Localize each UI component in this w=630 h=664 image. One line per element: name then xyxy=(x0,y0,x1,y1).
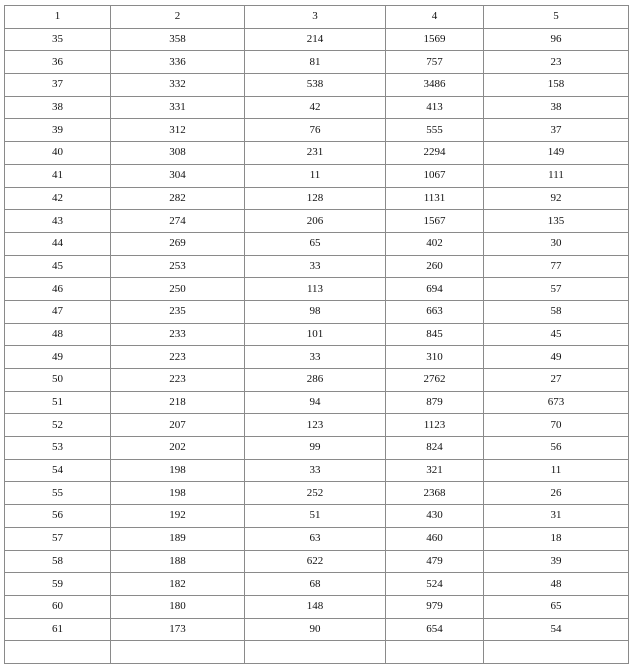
table-cell: 36 xyxy=(5,51,111,74)
table-row xyxy=(5,255,629,278)
table-row xyxy=(5,618,629,641)
table-row xyxy=(5,323,629,346)
table-row xyxy=(5,482,629,505)
table-cell: 1569 xyxy=(386,28,484,51)
table-cell: 55 xyxy=(5,482,111,505)
table-cell: 673 xyxy=(484,391,629,414)
table-body xyxy=(5,28,629,663)
table-cell: 50 xyxy=(5,369,111,392)
table-cell: 331 xyxy=(111,96,245,119)
table-cell: 336 xyxy=(111,51,245,74)
table-row xyxy=(5,595,629,618)
table-cell: 42 xyxy=(5,187,111,210)
table-cell: 18 xyxy=(484,527,629,550)
table-cell: 54 xyxy=(484,618,629,641)
table-cell: 202 xyxy=(111,437,245,460)
table-row xyxy=(5,210,629,233)
table-cell: 253 xyxy=(111,255,245,278)
table-cell: 218 xyxy=(111,391,245,414)
table-row xyxy=(5,187,629,210)
table-cell: 99 xyxy=(245,437,386,460)
table-cell: 282 xyxy=(111,187,245,210)
table-row xyxy=(5,369,629,392)
table-cell: 149 xyxy=(484,142,629,165)
table-cell: 252 xyxy=(245,482,386,505)
table-cell: 33 xyxy=(245,255,386,278)
table-cell: 61 xyxy=(5,618,111,641)
table-cell: 207 xyxy=(111,414,245,437)
table-cell: 223 xyxy=(111,346,245,369)
table-cell: 65 xyxy=(245,232,386,255)
column-header-5: 5 xyxy=(484,6,629,29)
table-cell: 37 xyxy=(5,74,111,97)
table-cell: 30 xyxy=(484,232,629,255)
table-cell xyxy=(111,641,245,664)
table-cell: 113 xyxy=(245,278,386,301)
table-cell: 524 xyxy=(386,573,484,596)
table-cell: 33 xyxy=(245,346,386,369)
table-cell: 90 xyxy=(245,618,386,641)
table-cell: 189 xyxy=(111,527,245,550)
table-row xyxy=(5,573,629,596)
table-row xyxy=(5,414,629,437)
table-cell: 94 xyxy=(245,391,386,414)
table-row xyxy=(5,527,629,550)
table-cell: 538 xyxy=(245,74,386,97)
table-cell: 48 xyxy=(5,323,111,346)
table-cell: 214 xyxy=(245,28,386,51)
table-row xyxy=(5,142,629,165)
table-cell: 128 xyxy=(245,187,386,210)
table-cell: 269 xyxy=(111,232,245,255)
table-cell: 310 xyxy=(386,346,484,369)
table-cell: 1131 xyxy=(386,187,484,210)
table-row xyxy=(5,437,629,460)
table-cell: 274 xyxy=(111,210,245,233)
table-cell: 135 xyxy=(484,210,629,233)
table-cell: 479 xyxy=(386,550,484,573)
table-row xyxy=(5,28,629,51)
table-cell: 231 xyxy=(245,142,386,165)
table-cell: 332 xyxy=(111,74,245,97)
table-cell: 233 xyxy=(111,323,245,346)
table-cell: 192 xyxy=(111,505,245,528)
table-cell: 58 xyxy=(484,300,629,323)
table-cell: 694 xyxy=(386,278,484,301)
table-cell: 51 xyxy=(245,505,386,528)
table-cell: 312 xyxy=(111,119,245,142)
table-cell: 198 xyxy=(111,459,245,482)
table-cell: 402 xyxy=(386,232,484,255)
table-cell: 45 xyxy=(5,255,111,278)
table-cell: 26 xyxy=(484,482,629,505)
table-cell: 123 xyxy=(245,414,386,437)
table-row xyxy=(5,232,629,255)
table-cell: 63 xyxy=(245,527,386,550)
table-cell: 54 xyxy=(5,459,111,482)
table-cell: 46 xyxy=(5,278,111,301)
table-cell: 1567 xyxy=(386,210,484,233)
table-cell: 979 xyxy=(386,595,484,618)
table-cell: 260 xyxy=(386,255,484,278)
table-cell: 56 xyxy=(484,437,629,460)
table-cell: 40 xyxy=(5,142,111,165)
table-cell: 31 xyxy=(484,505,629,528)
table-cell: 430 xyxy=(386,505,484,528)
table-cell: 173 xyxy=(111,618,245,641)
header-row xyxy=(5,6,629,29)
column-header-3: 3 xyxy=(245,6,386,29)
table-cell: 180 xyxy=(111,595,245,618)
table-cell: 460 xyxy=(386,527,484,550)
table-cell: 321 xyxy=(386,459,484,482)
table-cell: 2368 xyxy=(386,482,484,505)
table-cell: 60 xyxy=(5,595,111,618)
table-row xyxy=(5,346,629,369)
table-cell: 81 xyxy=(245,51,386,74)
table-cell: 38 xyxy=(5,96,111,119)
table-cell: 101 xyxy=(245,323,386,346)
table-cell: 235 xyxy=(111,300,245,323)
table-cell: 2294 xyxy=(386,142,484,165)
table-cell: 1067 xyxy=(386,164,484,187)
table-row xyxy=(5,391,629,414)
table-cell: 42 xyxy=(245,96,386,119)
table-cell: 76 xyxy=(245,119,386,142)
table-cell: 39 xyxy=(5,119,111,142)
table-cell: 11 xyxy=(245,164,386,187)
table-cell: 96 xyxy=(484,28,629,51)
table-cell: 47 xyxy=(5,300,111,323)
table-row xyxy=(5,459,629,482)
table-cell: 158 xyxy=(484,74,629,97)
table-header xyxy=(5,6,629,29)
table-row xyxy=(5,505,629,528)
data-table xyxy=(4,5,629,664)
column-header-2: 2 xyxy=(111,6,245,29)
table-cell: 70 xyxy=(484,414,629,437)
table-cell: 23 xyxy=(484,51,629,74)
table-cell: 824 xyxy=(386,437,484,460)
table-cell xyxy=(5,641,111,664)
table-cell: 206 xyxy=(245,210,386,233)
table-cell: 250 xyxy=(111,278,245,301)
table-row xyxy=(5,300,629,323)
table-cell: 53 xyxy=(5,437,111,460)
table-cell: 56 xyxy=(5,505,111,528)
table-row xyxy=(5,96,629,119)
table-cell: 49 xyxy=(484,346,629,369)
table-cell: 52 xyxy=(5,414,111,437)
table-cell: 663 xyxy=(386,300,484,323)
table-cell: 35 xyxy=(5,28,111,51)
table-cell: 304 xyxy=(111,164,245,187)
table-row xyxy=(5,119,629,142)
table-cell: 33 xyxy=(245,459,386,482)
table-cell: 65 xyxy=(484,595,629,618)
table-cell: 77 xyxy=(484,255,629,278)
table-cell: 845 xyxy=(386,323,484,346)
column-header-4: 4 xyxy=(386,6,484,29)
table-cell: 44 xyxy=(5,232,111,255)
table-row xyxy=(5,278,629,301)
table-cell: 57 xyxy=(484,278,629,301)
table-cell xyxy=(386,641,484,664)
table-row xyxy=(5,641,629,664)
table-cell: 45 xyxy=(484,323,629,346)
table-cell: 51 xyxy=(5,391,111,414)
table-cell: 654 xyxy=(386,618,484,641)
table-cell: 3486 xyxy=(386,74,484,97)
table-cell: 555 xyxy=(386,119,484,142)
column-header-1: 1 xyxy=(5,6,111,29)
table-cell: 11 xyxy=(484,459,629,482)
table-cell: 223 xyxy=(111,369,245,392)
table-cell: 27 xyxy=(484,369,629,392)
table-row xyxy=(5,74,629,97)
table-cell: 879 xyxy=(386,391,484,414)
table-row xyxy=(5,164,629,187)
table-cell: 182 xyxy=(111,573,245,596)
table-cell: 98 xyxy=(245,300,386,323)
table-cell: 308 xyxy=(111,142,245,165)
table-cell: 37 xyxy=(484,119,629,142)
table-cell: 757 xyxy=(386,51,484,74)
table-cell: 59 xyxy=(5,573,111,596)
table-cell: 111 xyxy=(484,164,629,187)
table-cell: 198 xyxy=(111,482,245,505)
table-cell: 39 xyxy=(484,550,629,573)
table-cell: 2762 xyxy=(386,369,484,392)
table-cell: 57 xyxy=(5,527,111,550)
table-cell: 49 xyxy=(5,346,111,369)
table-cell: 188 xyxy=(111,550,245,573)
table-cell: 92 xyxy=(484,187,629,210)
table-cell: 358 xyxy=(111,28,245,51)
table-row xyxy=(5,51,629,74)
table-cell: 58 xyxy=(5,550,111,573)
table-cell: 413 xyxy=(386,96,484,119)
table-cell: 48 xyxy=(484,573,629,596)
table-cell: 1123 xyxy=(386,414,484,437)
table-cell: 38 xyxy=(484,96,629,119)
table-cell xyxy=(245,641,386,664)
table-cell: 148 xyxy=(245,595,386,618)
table-cell xyxy=(484,641,629,664)
table-cell: 286 xyxy=(245,369,386,392)
table-row xyxy=(5,550,629,573)
table-cell: 622 xyxy=(245,550,386,573)
table-cell: 68 xyxy=(245,573,386,596)
table-cell: 43 xyxy=(5,210,111,233)
table-cell: 41 xyxy=(5,164,111,187)
